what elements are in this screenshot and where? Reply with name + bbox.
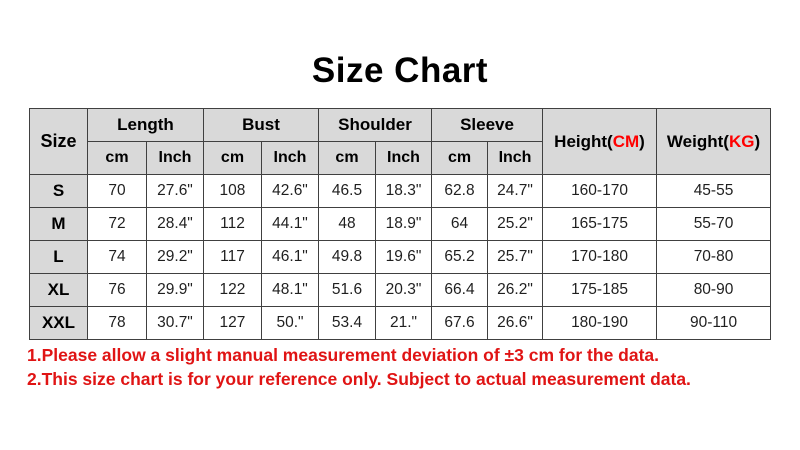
table-cell: 26.6" bbox=[488, 307, 543, 340]
table-body bbox=[29, 175, 770, 340]
table-cell: 70 bbox=[87, 175, 146, 208]
table-cell: 51.6 bbox=[318, 274, 375, 307]
table-cell: 65.2 bbox=[432, 241, 488, 274]
size-label: L bbox=[29, 241, 87, 274]
size-label: XL bbox=[29, 274, 87, 307]
table-cell: 44.1" bbox=[261, 208, 318, 241]
table-cell: 18.3" bbox=[375, 175, 431, 208]
table-cell: 78 bbox=[87, 307, 146, 340]
unit-shoulder-cm: cm bbox=[318, 142, 375, 175]
table-cell: 48.1" bbox=[261, 274, 318, 307]
table-cell: 62.8 bbox=[432, 175, 488, 208]
table-cell: 66.4 bbox=[432, 274, 488, 307]
table-cell: 127 bbox=[203, 307, 261, 340]
weight-unit-kg: KG bbox=[728, 131, 755, 151]
col-group-length: Length bbox=[87, 109, 203, 142]
table-cell: 90-110 bbox=[657, 307, 771, 340]
unit-sleeve-inch: Inch bbox=[488, 142, 543, 175]
header-group-row bbox=[29, 109, 770, 142]
note-measurement-deviation: 1.Please allow a slight manual measurement deviation of ±3 cm for the data. bbox=[27, 345, 660, 365]
col-group-bust: Bust bbox=[203, 109, 318, 142]
unit-length-cm: cm bbox=[87, 142, 146, 175]
col-group-shoulder: Shoulder bbox=[318, 109, 431, 142]
table-cell: 76 bbox=[87, 274, 146, 307]
table-cell: 70-80 bbox=[657, 241, 771, 274]
table-cell: 160-170 bbox=[543, 175, 657, 208]
table-cell: 67.6 bbox=[432, 307, 488, 340]
size-label: S bbox=[29, 175, 87, 208]
unit-bust-inch: Inch bbox=[261, 142, 318, 175]
table-cell: 175-185 bbox=[543, 274, 657, 307]
size-label: M bbox=[29, 208, 87, 241]
size-label: XXL bbox=[29, 307, 87, 340]
table-cell: 42.6" bbox=[261, 175, 318, 208]
size-row-xl bbox=[29, 274, 770, 307]
page-title: Size Chart bbox=[311, 51, 489, 90]
table-cell: 165-175 bbox=[543, 208, 657, 241]
unit-length-inch: Inch bbox=[146, 142, 203, 175]
table-cell: 112 bbox=[203, 208, 261, 241]
unit-shoulder-inch: Inch bbox=[375, 142, 431, 175]
size-row-m bbox=[29, 208, 770, 241]
table-cell: 21." bbox=[375, 307, 431, 340]
table-cell: 18.9" bbox=[375, 208, 431, 241]
col-header-weight bbox=[657, 109, 771, 175]
table-cell: 29.2" bbox=[146, 241, 203, 274]
table-cell: 180-190 bbox=[543, 307, 657, 340]
table-cell: 20.3" bbox=[375, 274, 431, 307]
table-cell: 108 bbox=[203, 175, 261, 208]
size-row-s bbox=[29, 175, 770, 208]
table-cell: 46.1" bbox=[261, 241, 318, 274]
table-cell: 80-90 bbox=[657, 274, 771, 307]
size-chart-table bbox=[29, 108, 771, 340]
table-cell: 24.7" bbox=[488, 175, 543, 208]
size-row-xxl bbox=[29, 307, 770, 340]
table-cell: 26.2" bbox=[488, 274, 543, 307]
table-cell: 55-70 bbox=[657, 208, 771, 241]
table-cell: 30.7" bbox=[146, 307, 203, 340]
table-cell: 45-55 bbox=[657, 175, 771, 208]
table-cell: 74 bbox=[87, 241, 146, 274]
table-cell: 170-180 bbox=[543, 241, 657, 274]
table-cell: 25.2" bbox=[488, 208, 543, 241]
size-row-l bbox=[29, 241, 770, 274]
unit-sleeve-cm: cm bbox=[432, 142, 488, 175]
table-cell: 19.6" bbox=[375, 241, 431, 274]
weight-label-prefix: Weight( bbox=[666, 131, 729, 151]
note-reference-only: 2.This size chart is for your reference only. Subject to actual measurement data. bbox=[27, 369, 691, 389]
table-cell: 50." bbox=[261, 307, 318, 340]
table-cell: 122 bbox=[203, 274, 261, 307]
footnotes bbox=[27, 343, 800, 391]
weight-label-suffix: ) bbox=[754, 131, 761, 151]
col-header-size: Size bbox=[29, 109, 87, 175]
col-header-height bbox=[543, 109, 657, 175]
table-header bbox=[29, 109, 770, 175]
table-cell: 28.4" bbox=[146, 208, 203, 241]
table-cell: 49.8 bbox=[318, 241, 375, 274]
table-cell: 48 bbox=[318, 208, 375, 241]
table-cell: 72 bbox=[87, 208, 146, 241]
col-group-sleeve: Sleeve bbox=[432, 109, 543, 142]
table-cell: 53.4 bbox=[318, 307, 375, 340]
table-cell: 29.9" bbox=[146, 274, 203, 307]
table-cell: 25.7" bbox=[488, 241, 543, 274]
table-cell: 46.5 bbox=[318, 175, 375, 208]
table-cell: 117 bbox=[203, 241, 261, 274]
unit-bust-cm: cm bbox=[203, 142, 261, 175]
height-label-prefix: Height( bbox=[554, 131, 613, 151]
height-label-suffix: ) bbox=[639, 131, 645, 151]
height-unit-cm: CM bbox=[612, 131, 640, 151]
table-cell: 27.6" bbox=[146, 175, 203, 208]
table-cell: 64 bbox=[432, 208, 488, 241]
